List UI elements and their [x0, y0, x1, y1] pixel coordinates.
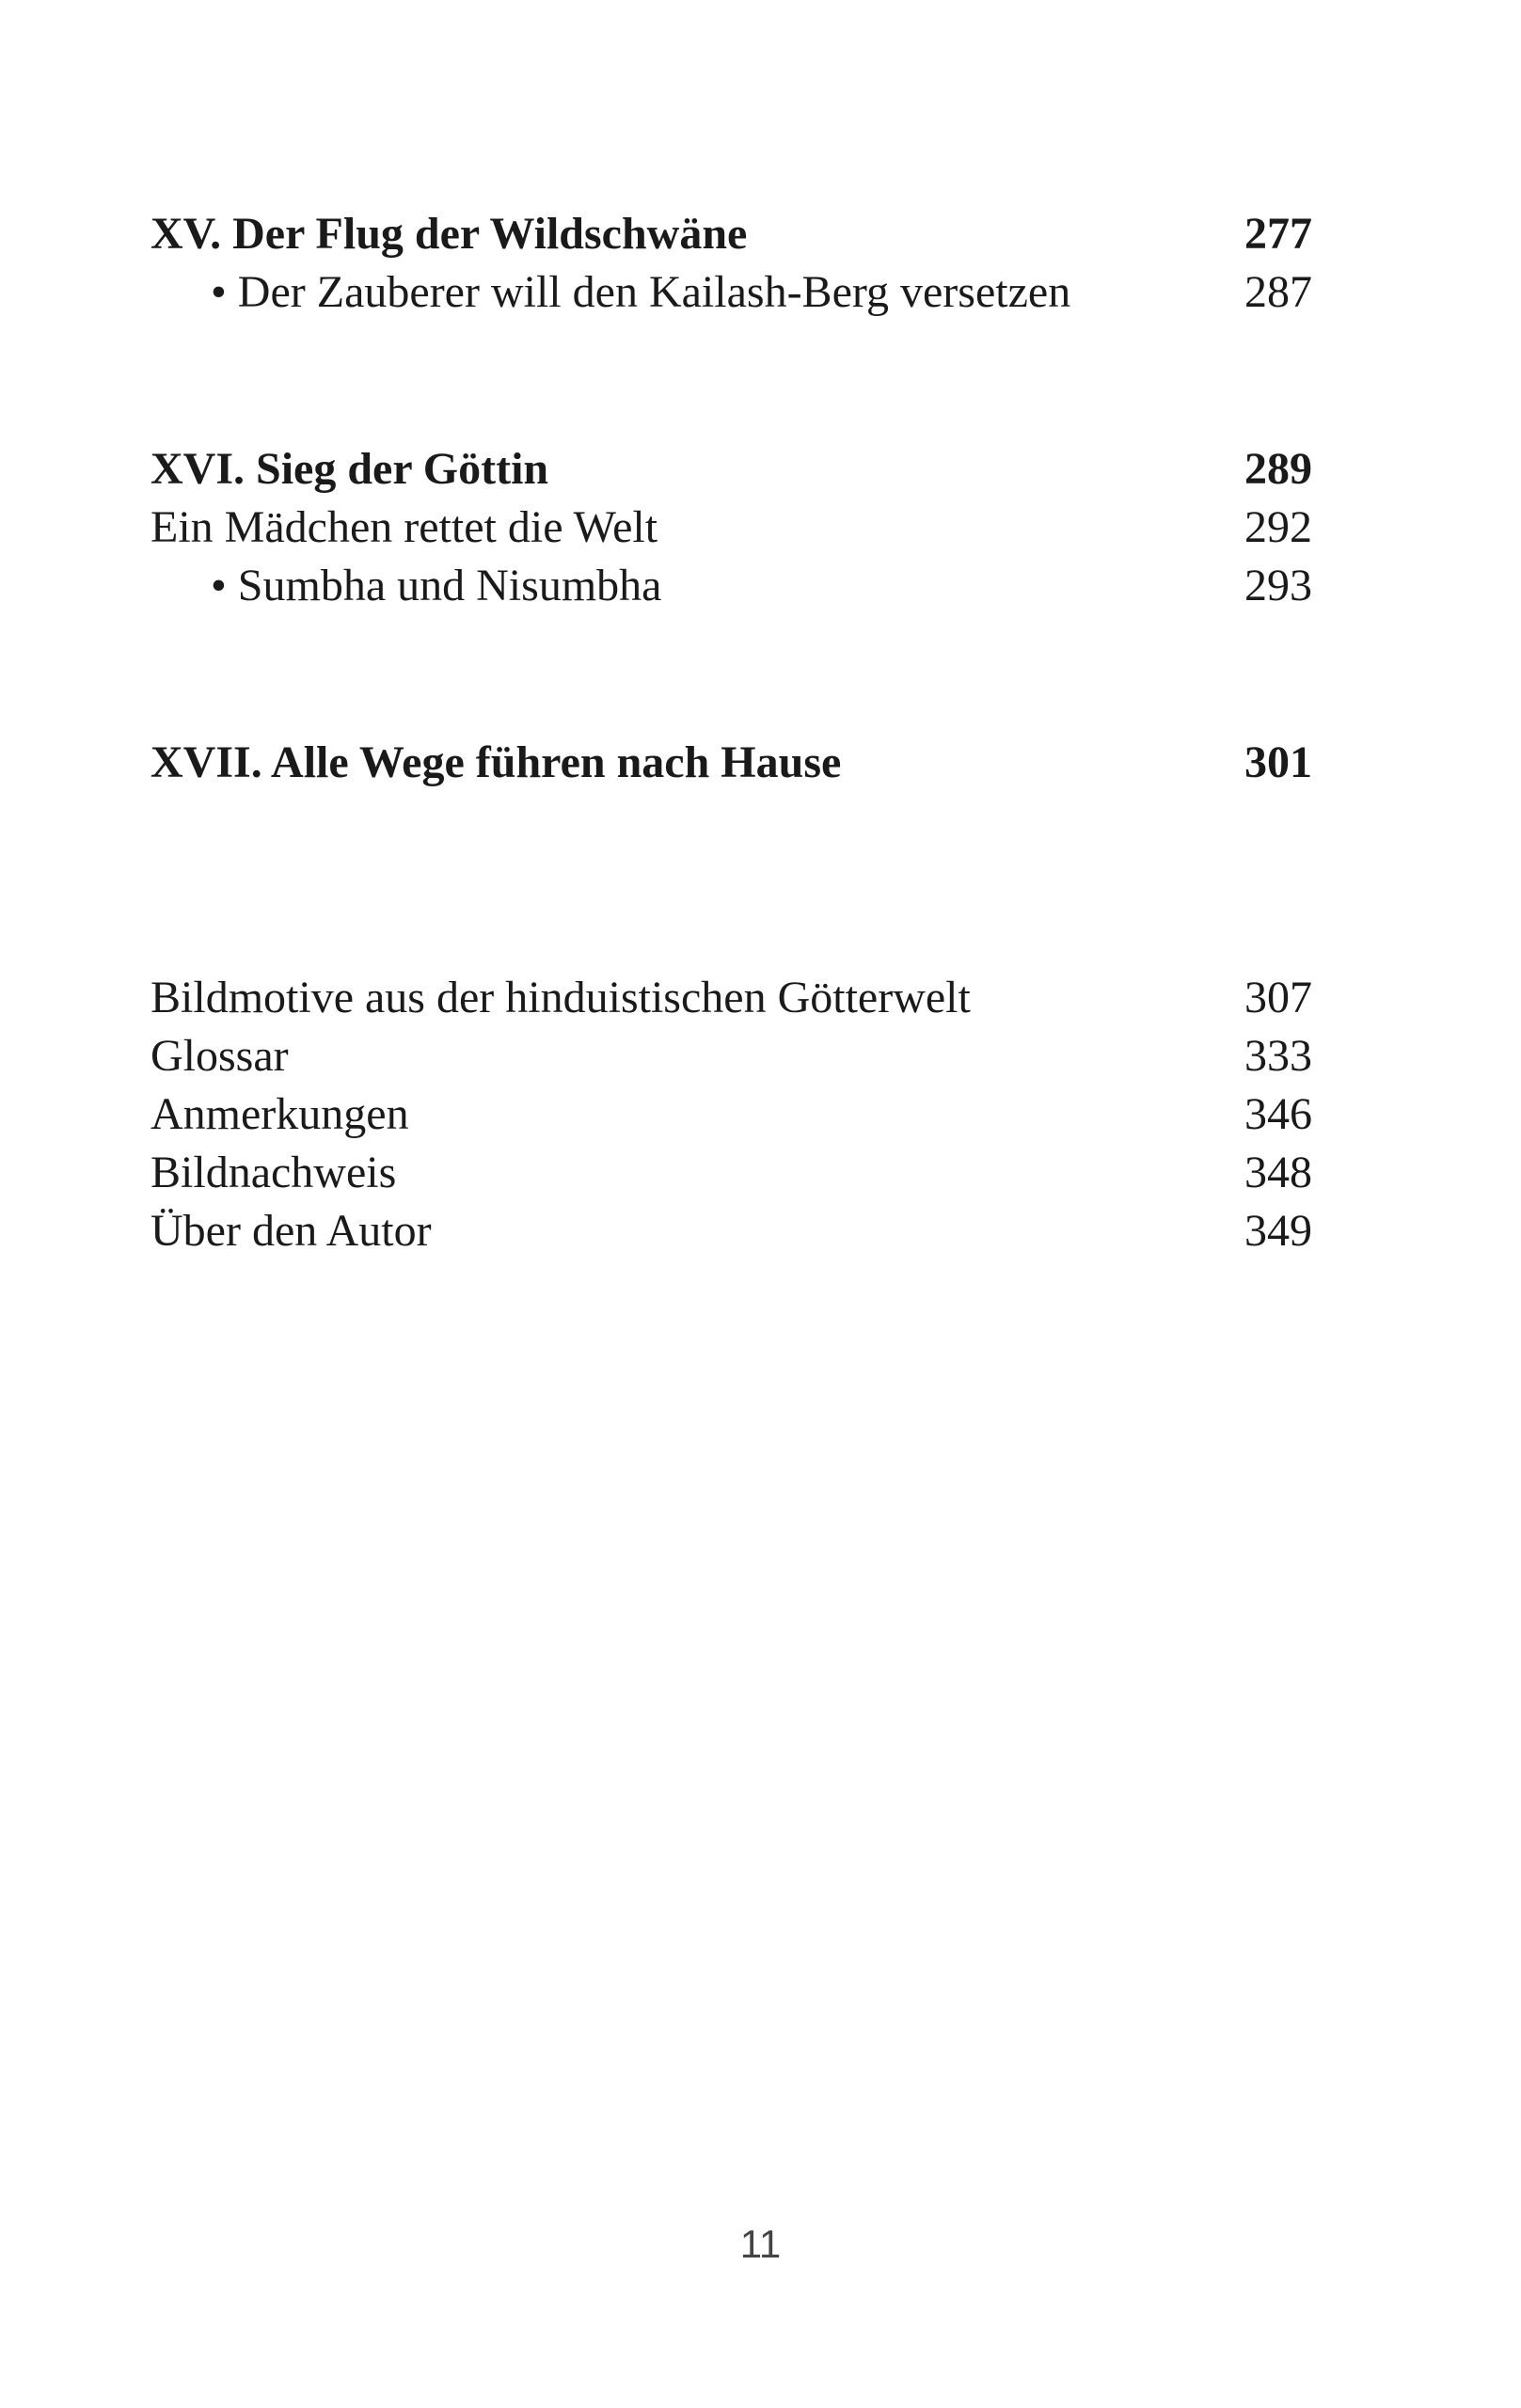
toc-entry-title: Über den Autor [151, 1206, 432, 1256]
page-number: 11 [739, 2222, 782, 2266]
toc-appendix-entry [151, 1085, 1312, 1144]
toc-entry-title: XVI. Sieg der Göttin [151, 444, 549, 494]
toc-entry-page: 293 [1244, 561, 1312, 610]
toc-entry-page: 348 [1244, 1148, 1312, 1197]
toc-entry [151, 499, 1312, 557]
toc-appendix-entry [151, 1027, 1312, 1085]
toc-entry-title: Bildnachweis [151, 1148, 397, 1197]
toc-chapter-xvi [151, 440, 1312, 499]
toc-subentry [151, 263, 1312, 322]
toc-entry-page: 287 [1244, 267, 1312, 317]
toc-entry-title: XVII. Alle Wege führen nach Hause [151, 737, 842, 787]
toc-entry-page: 289 [1244, 444, 1312, 494]
toc-appendix-entry [151, 1144, 1312, 1202]
toc-chapter-xv [151, 205, 1312, 263]
toc-appendix-entry [151, 969, 1312, 1027]
toc-entry-title: XV. Der Flug der Wildschwäne [151, 209, 748, 259]
toc-entry-page: 346 [1244, 1089, 1312, 1139]
toc-subentry [151, 557, 1312, 615]
toc-entry-page: 307 [1244, 973, 1312, 1022]
toc-entry-title: • Sumbha und Nisumbha [211, 561, 662, 610]
toc-entry-title: Bildmotive aus der hinduistischen Götterwelt [151, 973, 971, 1022]
toc-entry-page: 292 [1244, 502, 1312, 552]
toc-appendix-entry [151, 1202, 1312, 1260]
toc-entry-title: Ein Mädchen rettet die Welt [151, 502, 658, 552]
toc-entry-page: 349 [1244, 1206, 1312, 1256]
toc-entry-title: Anmerkungen [151, 1089, 409, 1139]
toc-entry-title: Glossar [151, 1031, 289, 1081]
toc-entry-page: 277 [1244, 209, 1312, 259]
toc-entry-page: 301 [1244, 737, 1312, 787]
toc-entry-title: • Der Zauberer will den Kailash-Berg versetzen [211, 267, 1071, 317]
toc-entry-page: 333 [1244, 1031, 1312, 1081]
toc-chapter-xvii [151, 734, 1312, 792]
